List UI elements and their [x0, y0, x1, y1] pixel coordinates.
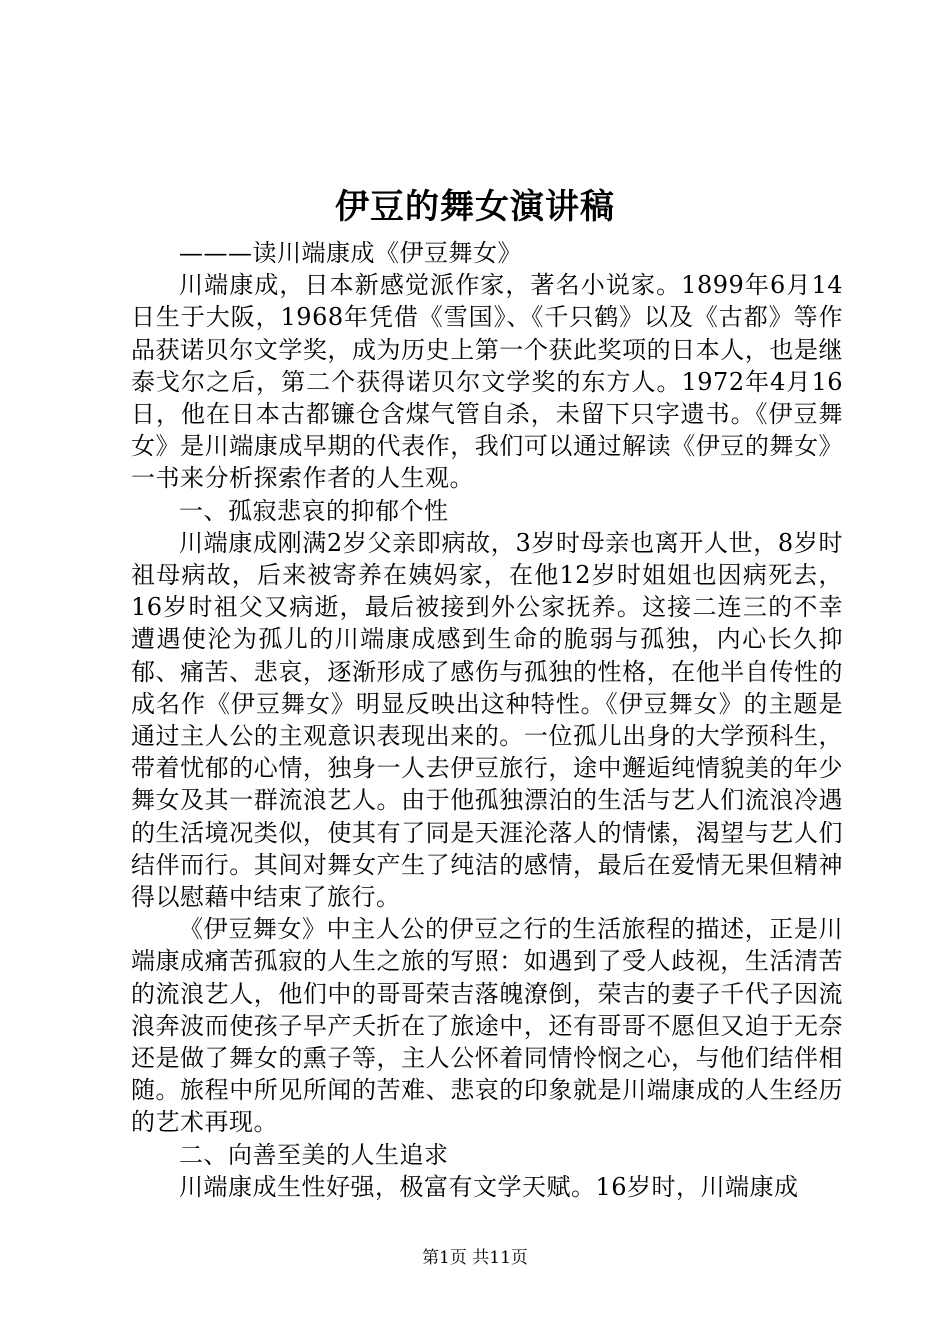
paragraph-intro: 川端康成，日本新感觉派作家，著名小说家。1899年6月14日生于大阪，1968年凭借《雪国》、《千只鹤》以及《古都》等作品获诺贝尔文学奖，成为历史上第一个获此奖项的日本人，也是继泰戈尔之后，第二个获得诺贝尔文学奖的东方人。1972年4月16日，他在日本古都镰仓含煤气管自杀，未留下只字遗书。《伊豆舞女》是川端康成早期的代表作，我们可以通过解读《伊豆的舞女》一书来分析探索作者的人生观。 — [131, 271, 843, 493]
paragraph-childhood: 川端康成刚满2岁父亲即病故，3岁时母亲也离开人世，8岁时祖母病故，后来被寄养在姨妈家，在他12岁时姐姐也因病死去，16岁时祖父又病逝，最后被接到外公家抚养。这接二连三的不幸遭遇使沦为孤儿的川端康成感到生命的脆弱与孤独，内心长久抑郁、痛苦、悲哀，逐渐形成了感伤与孤独的性格，在他半自传性的成名作《伊豆舞女》明显反映出这种特性。《伊豆舞女》的主题是通过主人公的主观意识表现出来的。一位孤儿出身的大学预科生，带着忧郁的心情，独身一人去伊豆旅行，途中邂逅纯情貌美的年少舞女及其一群流浪艺人。由于他孤独漂泊的生活与艺人们流浪冷遇的生活境况类似，使其有了同是天涯沦落人的情愫，渴望与艺人们结伴而行。其间对舞女产生了纯洁的感情，最后在爱情无果但精神得以慰藉中结束了旅行。 — [131, 528, 843, 912]
document-subtitle: ———读川端康成《伊豆舞女》 — [179, 239, 522, 267]
page-footer: 第1页 共11页 — [422, 1248, 528, 1268]
section-heading-2: 二、向善至美的人生追求 — [179, 1140, 449, 1169]
section-heading-1: 一、孤寂悲哀的抑郁个性 — [179, 496, 449, 525]
paragraph-journey: 《伊豆舞女》中主人公的伊豆之行的生活旅程的描述，正是川端康成痛苦孤寂的人生之旅的写照：如遇到了受人歧视，生活清苦的流浪艺人，他们中的哥哥荣吉落魄潦倒，荣吉的妻子千代子因流浪奔波而使孩子早产夭折在了旅途中，还有哥哥不愿但又迫于无奈还是做了舞女的熏子等，主人公怀着同情怜悯之心，与他们结伴相随。旅程中所见所闻的苦难、悲哀的印象就是川端康成的人生经历的艺术再现。 — [131, 915, 843, 1137]
paragraph-pursuit: 川端康成生性好强，极富有文学天赋。16岁时，川端康成 — [179, 1172, 799, 1201]
document-title: 伊豆的舞女演讲稿 — [335, 187, 615, 227]
document-body — [131, 237, 843, 1203]
